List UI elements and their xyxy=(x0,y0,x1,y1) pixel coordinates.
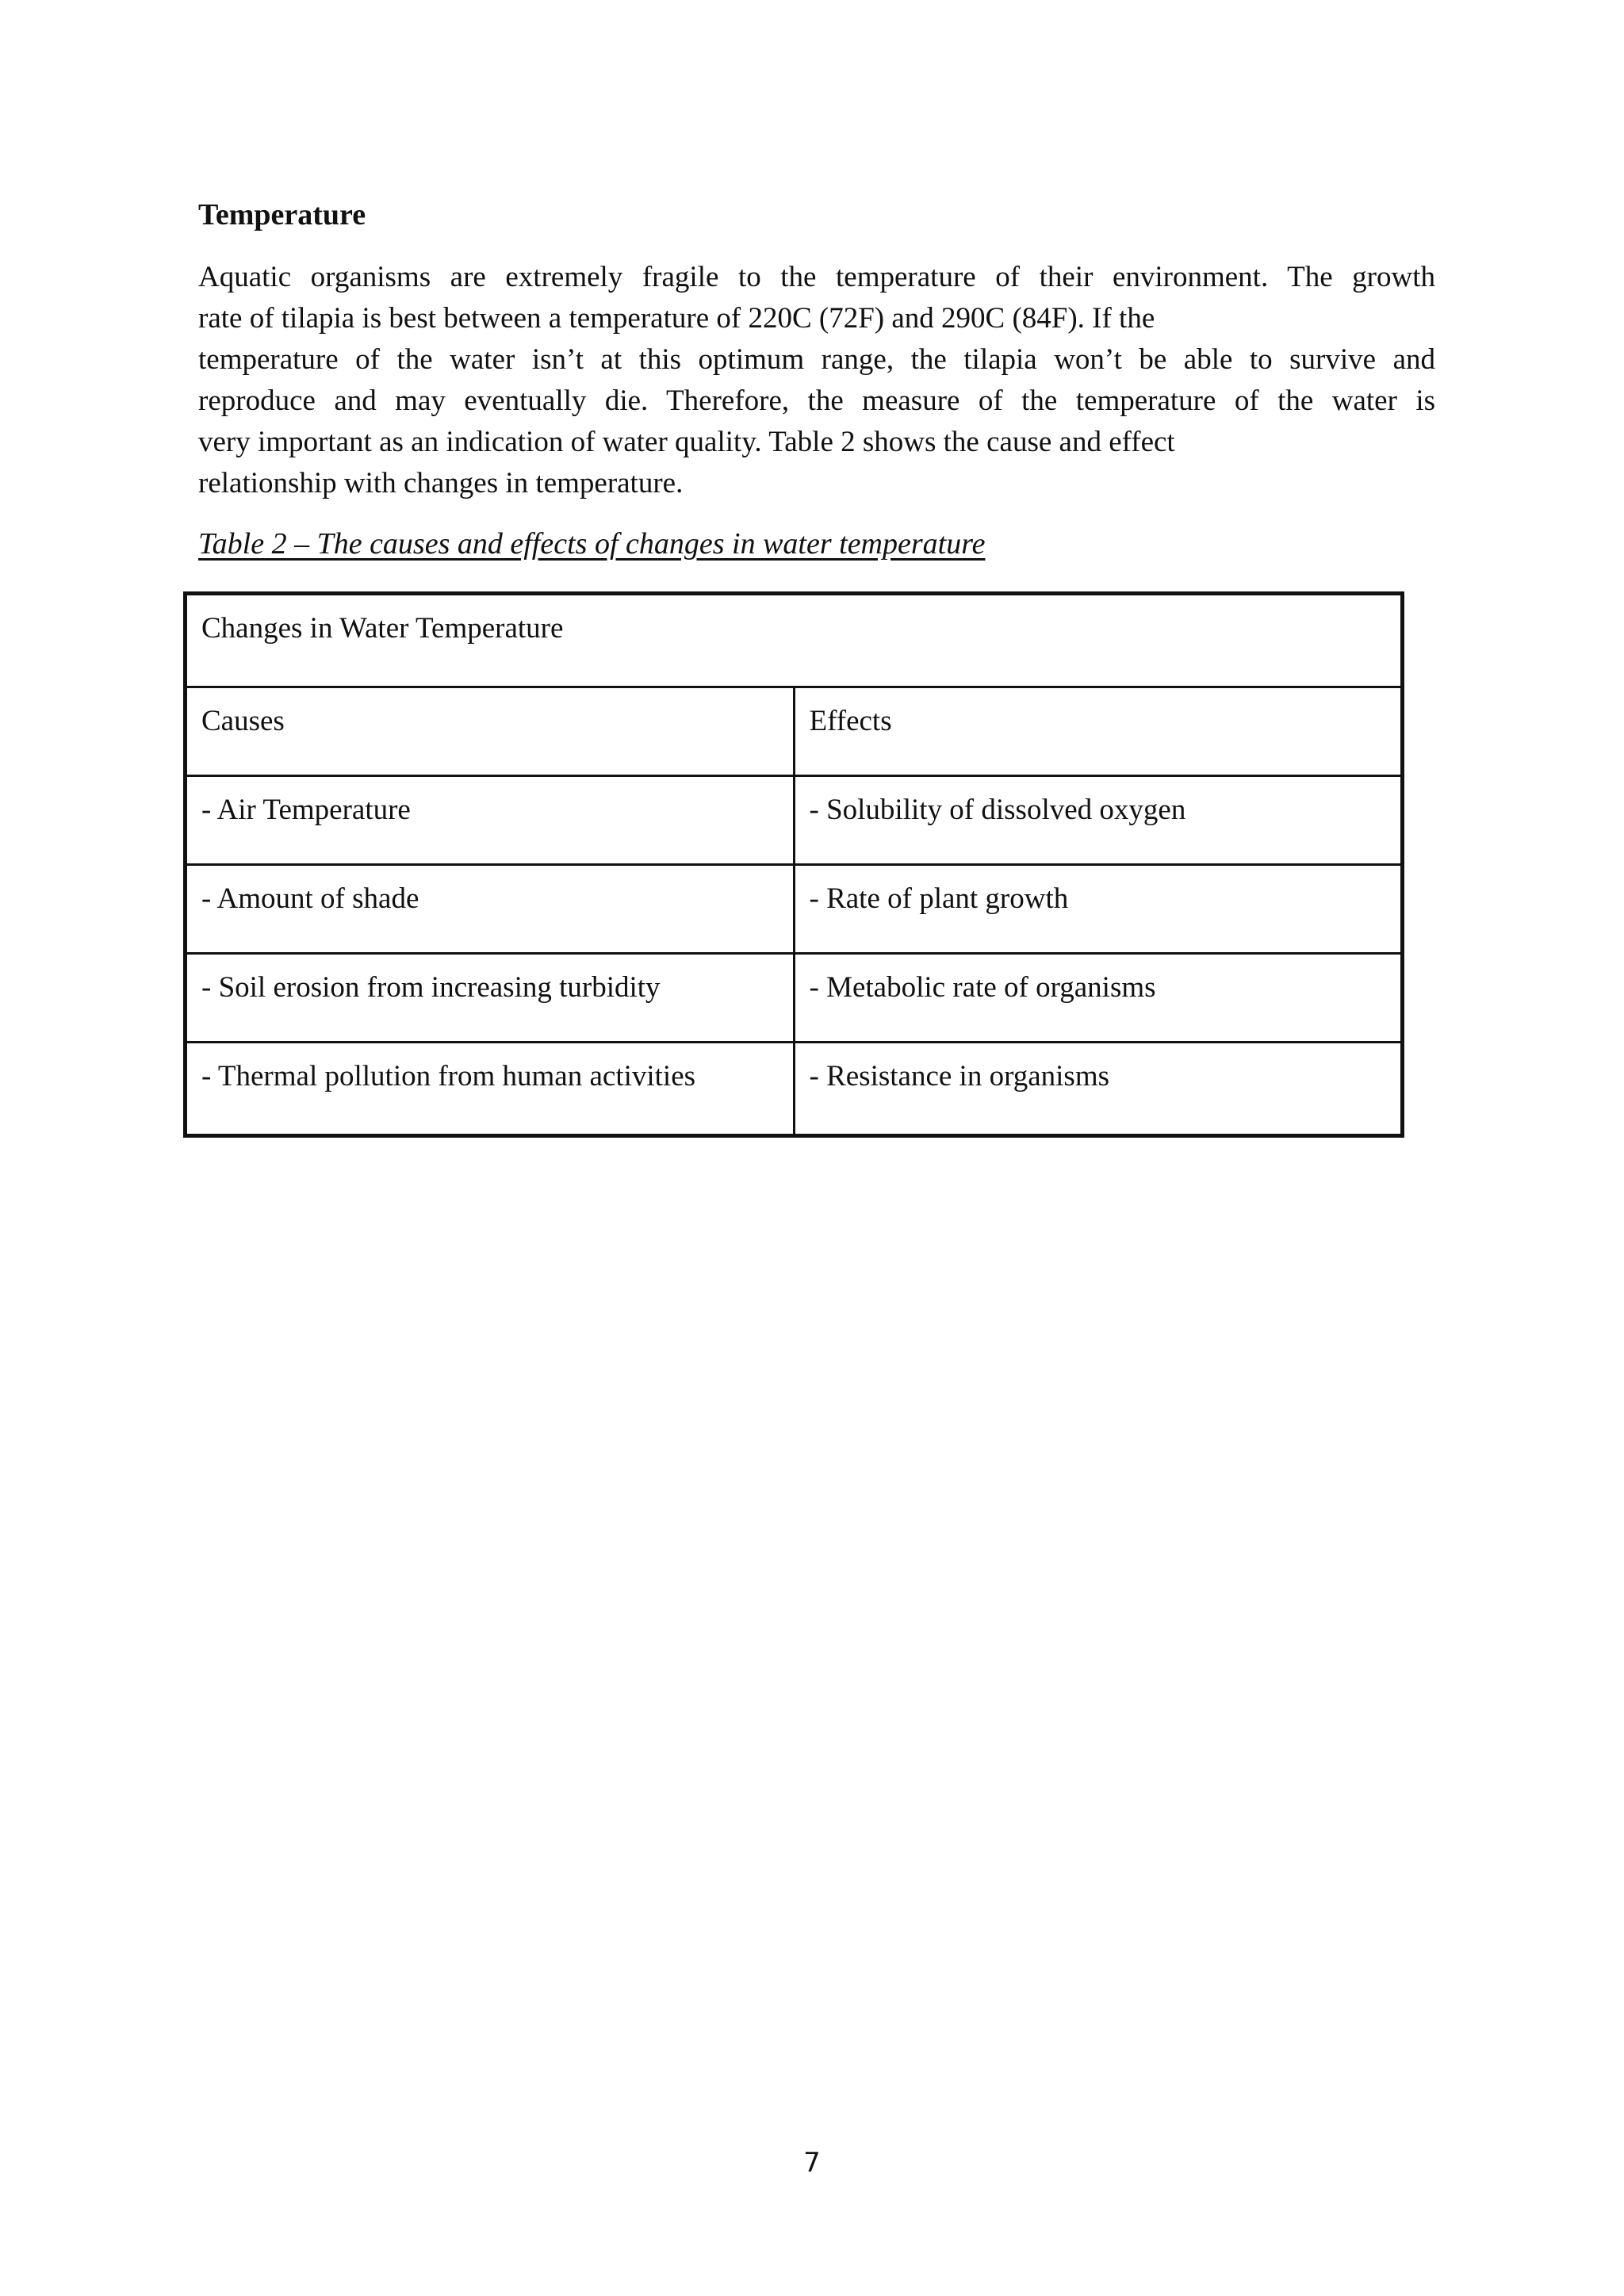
paragraph-line: very important as an indication of water quality. Table 2 shows the cause and effect xyxy=(198,426,1175,458)
table-row xyxy=(186,865,1403,954)
body-paragraph xyxy=(198,257,1435,504)
header-causes: Causes xyxy=(186,687,795,776)
temperature-table xyxy=(183,591,1404,1138)
table-row xyxy=(186,1043,1403,1136)
cause-cell: - Thermal pollution from human activities xyxy=(186,1043,795,1136)
paragraph-line: reproduce and may eventually die. Therefore, the measure of the temperature of the water is xyxy=(198,385,1435,417)
cause-cell: - Air Temperature xyxy=(186,776,795,865)
effect-cell: - Rate of plant growth xyxy=(794,865,1403,954)
table-caption: Table 2 – The causes and effects of changes in water temperature xyxy=(198,527,986,561)
effect-cell: - Solubility of dissolved oxygen xyxy=(794,776,1403,865)
paragraph-line: temperature of the water isn’t at this optimum range, the tilapia won’t be able to survive and xyxy=(198,343,1435,376)
table-header-row xyxy=(186,687,1403,776)
table-row xyxy=(186,776,1403,865)
page-number: 7 xyxy=(803,2147,821,2179)
paragraph-line: relationship with changes in temperature. xyxy=(198,467,684,499)
effect-cell: - Metabolic rate of organisms xyxy=(794,954,1403,1043)
header-effects: Effects xyxy=(794,687,1403,776)
effect-cell: - Resistance in organisms xyxy=(794,1043,1403,1136)
section-heading: Temperature xyxy=(198,198,366,232)
cause-cell: - Soil erosion from increasing turbidity xyxy=(186,954,795,1043)
paragraph-line: Aquatic organisms are extremely fragile to the temperature of their environment. The growth xyxy=(198,261,1435,293)
cause-cell: - Amount of shade xyxy=(186,865,795,954)
table-row xyxy=(186,954,1403,1043)
table-title-row xyxy=(186,594,1403,687)
paragraph-line: rate of tilapia is best between a temperature of 220C (72F) and 290C (84F). If the xyxy=(198,302,1155,335)
table-title-cell: Changes in Water Temperature xyxy=(186,594,1403,687)
